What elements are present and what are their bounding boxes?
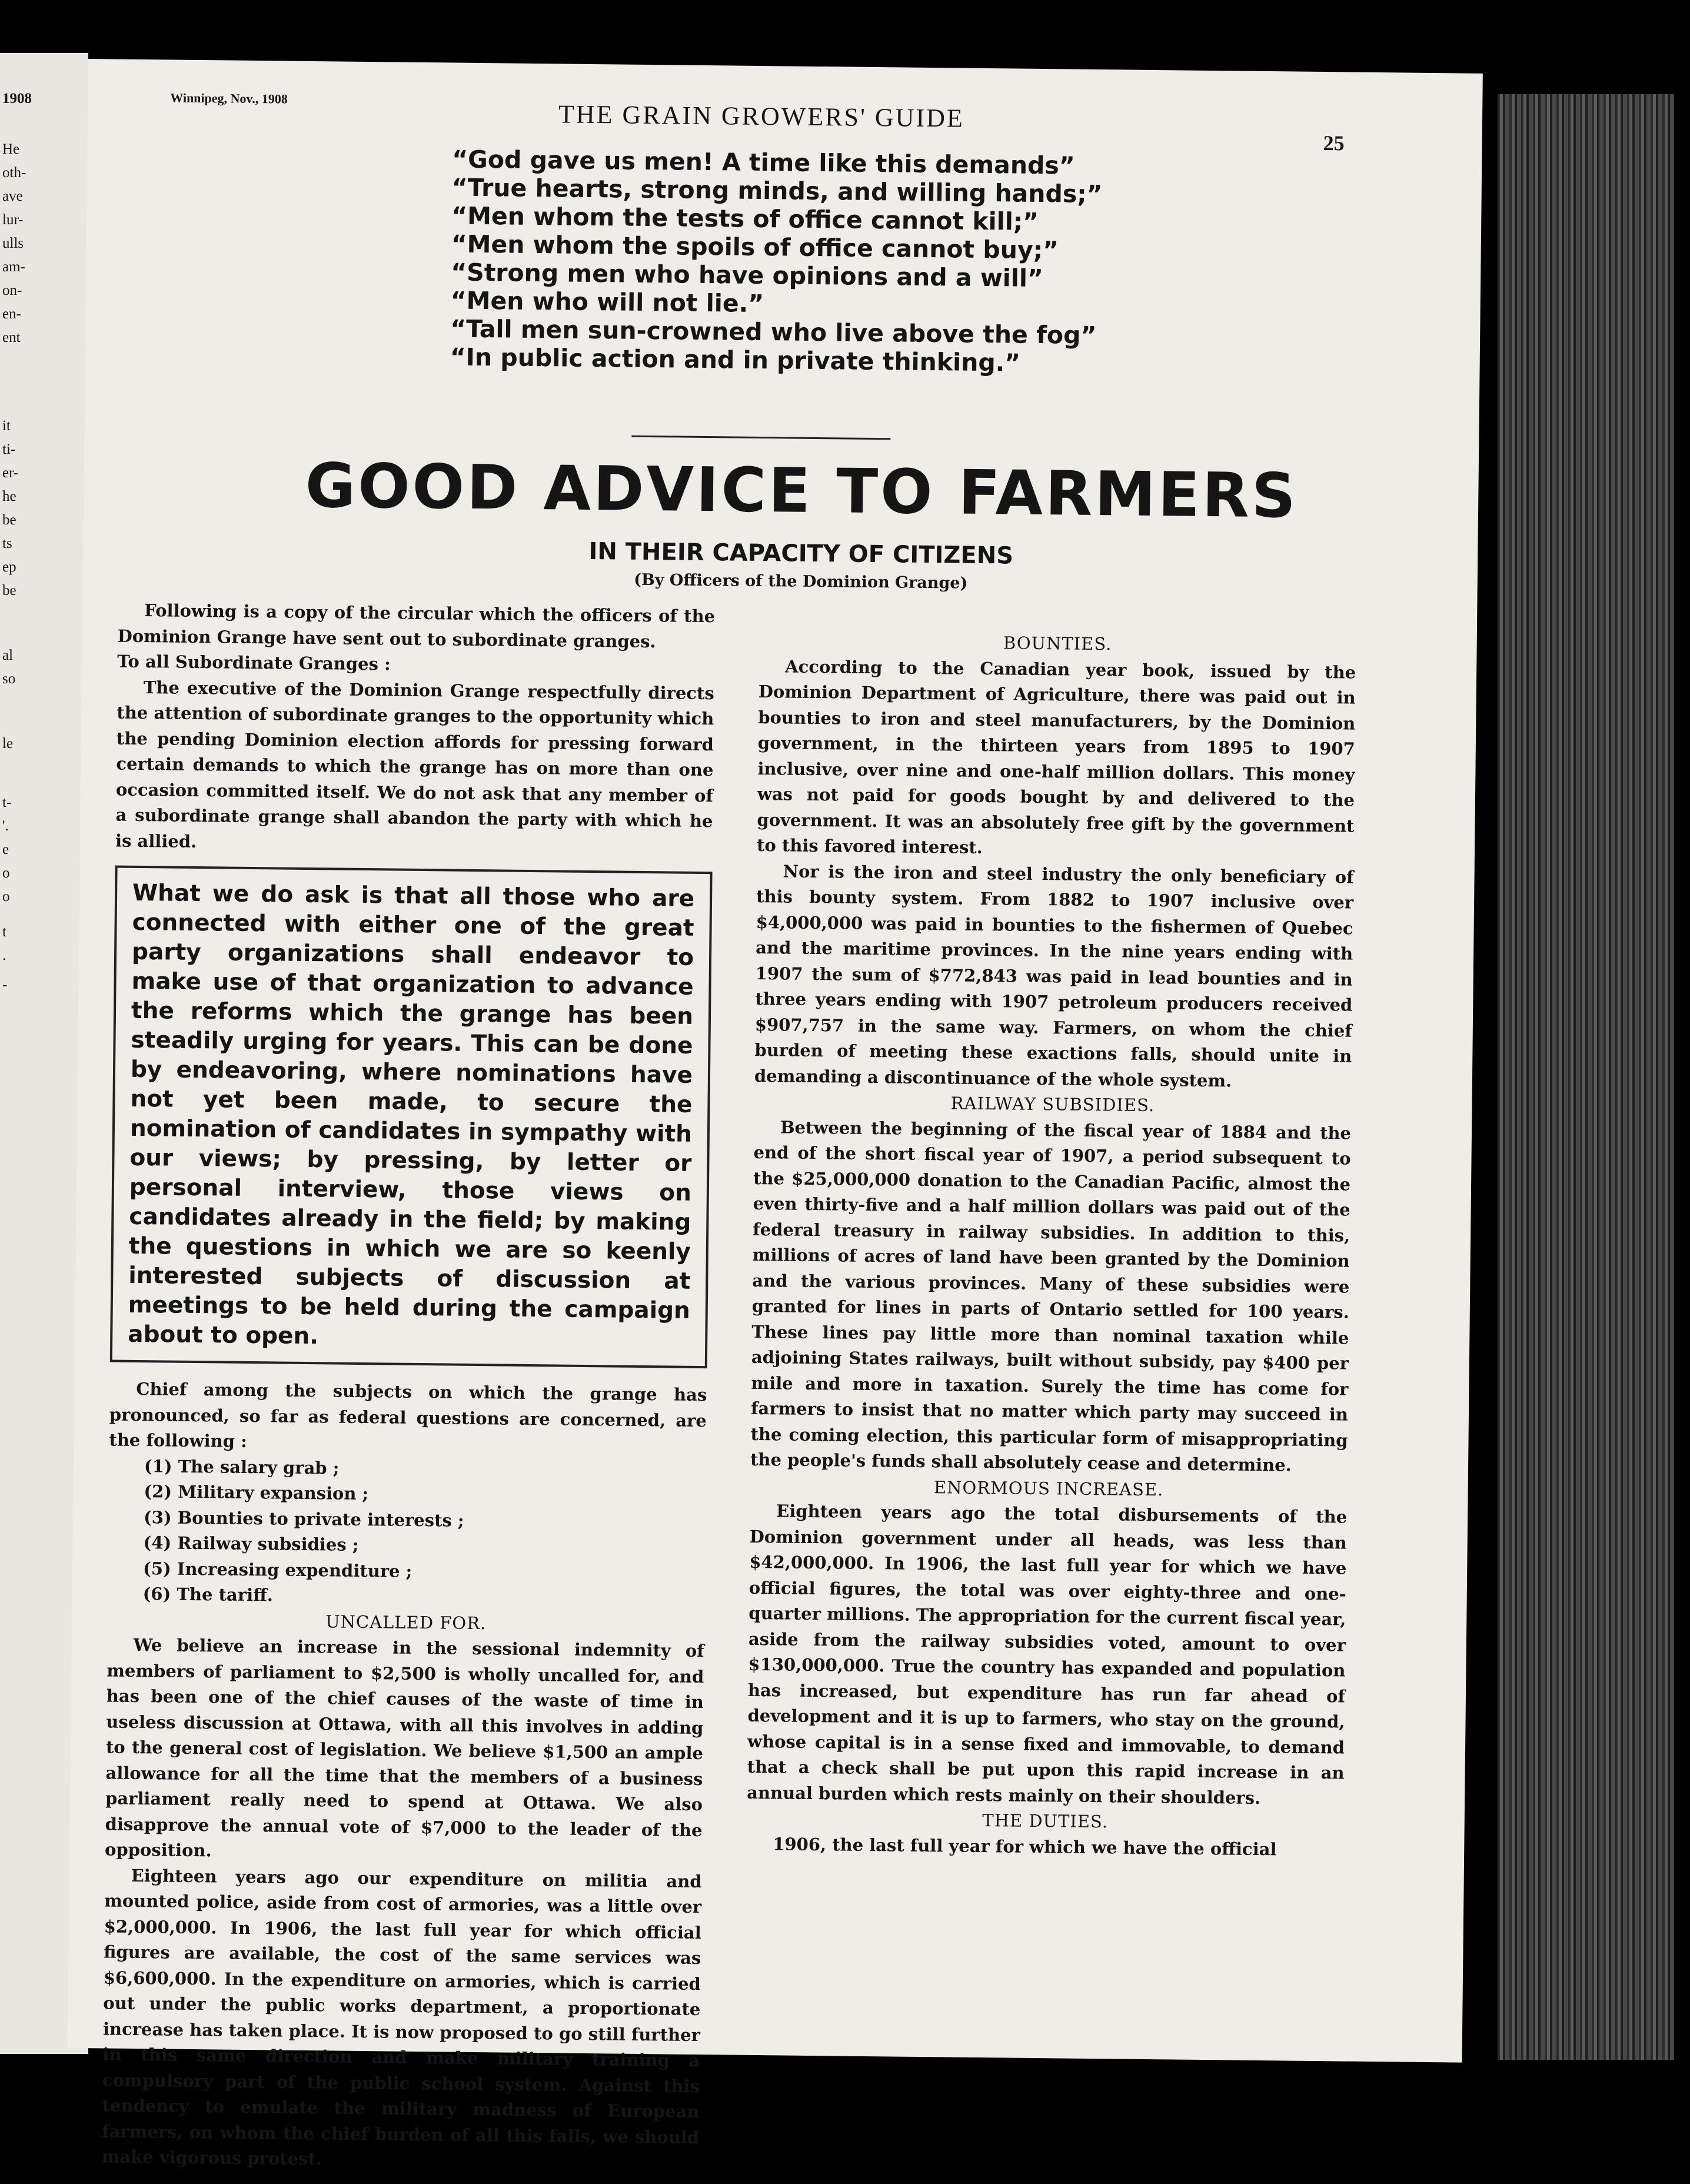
edge-fragment: al <box>2 647 14 663</box>
divider-rule <box>631 436 890 440</box>
list-item: (3) Bounties to private interests ; <box>143 1507 464 1531</box>
poem-line: “True hearts, strong minds, and willing hands;” <box>451 173 1103 209</box>
edge-fragment: - <box>2 977 8 993</box>
edge-fragment: ts <box>2 536 12 551</box>
poem-line: “Men whom the tests of office cannot kill;” <box>451 201 1039 236</box>
edge-fragment: he <box>2 488 16 504</box>
newspaper-page <box>68 59 1483 2169</box>
edge-fragment: be <box>2 512 16 528</box>
edge-fragment: 1908 <box>2 91 32 107</box>
intro-paragraph: Following is a copy of the circular which the officers of the Dominion Grange have sent out to subordinate granges. <box>117 600 716 651</box>
article-title: GOOD ADVICE TO FARMERS <box>305 449 1299 532</box>
edge-fragment: o <box>2 889 10 905</box>
list-item: (4) Railway subsidies ; <box>143 1533 359 1555</box>
poem-line: “Tall men sun-crowned who live above the fog” <box>450 314 1097 350</box>
book-page-edges <box>1498 94 1674 2060</box>
enormous-paragraph: Eighteen years ago the total disbursements of the Dominion government under all heads, was less than $42,000,000. In 1906, the last full year for which we have official figures, the total was over eighty-three and one-quarter millions. The appropriation for the current fiscal year, aside from the railway subsidies voted, amount to over $130,000,000. True the country has expanded and population has increased, but expenditure has run far ahead of development and it is up to farmers, who stay on the ground, whose capital is in a sense fixed and immovable, to demand that a check shall be put upon this rapid increase in an annual burden which rests mainly on their shoulders. <box>747 1501 1348 1808</box>
poem-line: “Men who will not lie.” <box>450 286 764 318</box>
column-left <box>101 598 715 2176</box>
section-heading: BOUNTIES. <box>1003 633 1112 654</box>
edge-fragment: He <box>2 141 20 157</box>
list-item: (2) Military expansion ; <box>144 1481 369 1504</box>
section-heading: UNCALLED FOR. <box>325 1611 487 1633</box>
column-right <box>746 628 1356 1863</box>
poem <box>450 145 1158 378</box>
poem-line: “God gave us men! A time like this demands” <box>451 145 1075 180</box>
edge-fragment: t <box>2 924 6 940</box>
list-item: (5) Increasing expenditure ; <box>142 1558 412 1581</box>
edge-fragment: er- <box>2 465 19 481</box>
callout-box: What we do ask is that all those who are connected with either one of the great party organizations shall endeavor to make use of that organization to advance the reforms which the grange has been steadily urging for years. This can be done by endeavoring, where nominations have not yet been made, to secure the nomination of candidates in sympathy with our views; by pressing, by letter or personal interview, those views on candidates already in the field; by making the questions in which we are so keenly interested subjects of discussion at meetings to be held during the campaign about to open. <box>110 866 713 1369</box>
list-item: (1) The salary grab ; <box>144 1455 340 1478</box>
section-heading: THE DUTIES. <box>982 1810 1109 1832</box>
edge-fragment: ep <box>2 559 16 575</box>
edge-fragment: ti- <box>2 441 16 457</box>
section-heading: RAILWAY SUBSIDIES. <box>950 1093 1155 1116</box>
section-heading: ENORMOUS INCREASE. <box>933 1477 1164 1500</box>
edge-fragment: le <box>2 736 14 752</box>
edge-fragment: oth- <box>2 165 26 181</box>
page-number: 25 <box>1323 131 1345 155</box>
header-publication: THE GRAIN GROWERS' GUIDE <box>558 99 965 133</box>
article-subtitle: IN THEIR CAPACITY OF CITIZENS <box>588 537 1014 570</box>
edge-fragment: ent <box>2 330 21 345</box>
poem-line: “Men whom the spoils of office cannot buy;” <box>451 230 1059 265</box>
subjects-list <box>107 1453 706 1613</box>
header-dateline: Winnipeg, Nov., 1908 <box>170 90 288 107</box>
edge-fragment: ave <box>2 188 23 204</box>
edge-fragment: en- <box>2 306 21 322</box>
edge-fragment: o <box>2 865 10 881</box>
edge-fragment: t- <box>2 795 12 810</box>
militia-paragraph: Eighteen years ago our expenditure on militia and mounted police, aside from cost of armories, was a little over $2,000,000. In 1906, the last full year for which official figures are available, the cost of the same services was $6,600,000. In the expenditure on armories, which is carried out under the public works department, a proportionate increase has taken place. It is now proposed to go still further in this same direction and make military training a compulsory part of the public school system. Against this tendency to emulate the military madness of European farmers, on whom the chief burden of all this falls, we should make vigorous protest. <box>101 1865 702 2169</box>
edge-fragment: be <box>2 583 16 599</box>
edge-fragment: ulls <box>2 235 24 251</box>
list-item: (6) The tariff. <box>142 1584 274 1605</box>
railway-paragraph: Between the beginning of the fiscal year of 1884 and the end of the short fiscal year of 1907, a period subsequent to the $25,000,000 donation to the Canadian Pacific, almost the even thirty-five and a half million dollars was paid out of the federal treasury in railway subsidies. In addition to this, millions of acres of land have been granted by the Dominion and the various provinces. Many of these subsidies were granted for lines in parts of Ontario settled for 100 years. These lines pay little more than nominal taxation while adjoining States railways, built without subsidy, pay $400 per mile and more in taxation. Surely the time has come for farmers to insist that no matter which party may succeed in the coming election, this particular form of misappropriating the people's funds shall absolutely cease and determine. <box>750 1116 1352 1475</box>
executive-paragraph: The executive of the Dominion Grange respectfully directs the attention of subordinate granges to the opportunity which the pending Dominion election affords for pressing forward certain demands to which the grange has on more than one occasion committed itself. We do not ask that any member of a subordinate grange shall abandon the party with which he is allied. <box>115 677 714 852</box>
edge-fragment: so <box>2 671 16 687</box>
edge-fragment: . <box>2 948 6 963</box>
poem-line: “Strong men who have opinions and a will” <box>450 258 1044 293</box>
duties-paragraph: 1906, the last full year for which we have the official <box>773 1833 1277 1859</box>
bounties-paragraph: According to the Canadian year book, issued by the Dominion Department of Agriculture, there was paid out in bounties to iron and steel manufacturers, by the Dominion government, in the thirteen years from 1895 to 1907 inclusive, over nine and one-half million dollars. This money was not paid for goods bought by and delivered to the government. It was an absolutely free gift by the government to this favored interest. <box>756 656 1356 857</box>
poem-line: “In public action and in private thinking.” <box>450 343 1021 377</box>
edge-fragment: it <box>2 418 11 434</box>
article-byline: (By Officers of the Dominion Grange) <box>634 570 968 593</box>
edge-fragment: on- <box>2 282 22 298</box>
edge-fragment: lur- <box>2 212 24 228</box>
uncalled-paragraph: We believe an increase in the sessional indemnity of members of parliament to $2,500 is wholly uncalled for, and has been one of the chief causes of the waste of time in useless discussion at Ottawa, with all this involves in adding to the general cost of legislation. We believe $1,500 an ample allowance for all the time that the members of a business parliament really need to spend at Ottawa. We also disapprove the annual vote of $7,000 to the leader of the opposition. <box>104 1634 704 1861</box>
edge-fragment: '. <box>2 818 9 834</box>
subjects-intro: Chief among the subjects on which the grange has pronounced, so far as federal questions are concerned, are the following : <box>109 1378 707 1451</box>
bounties-paragraph: Nor is the iron and steel industry the only beneficiary of this bounty system. From 1882 to 1907 inclusive over $4,000,000 was paid in bounties to the fishermen of Quebec and the maritime provinces. In the nine years ending with 1907 the sum of $772,843 was paid in lead bounties and in three years ending with 1907 petroleum producers received $907,757 in the same way. Farmers, on whom the chief burden of meeting these exactions falls, should unite in demanding a discontinuance of the whole system. <box>754 860 1354 1091</box>
edge-fragment: am- <box>2 259 25 275</box>
edge-fragment: e <box>2 842 9 857</box>
salutation: To all Subordinate Granges : <box>117 651 391 674</box>
